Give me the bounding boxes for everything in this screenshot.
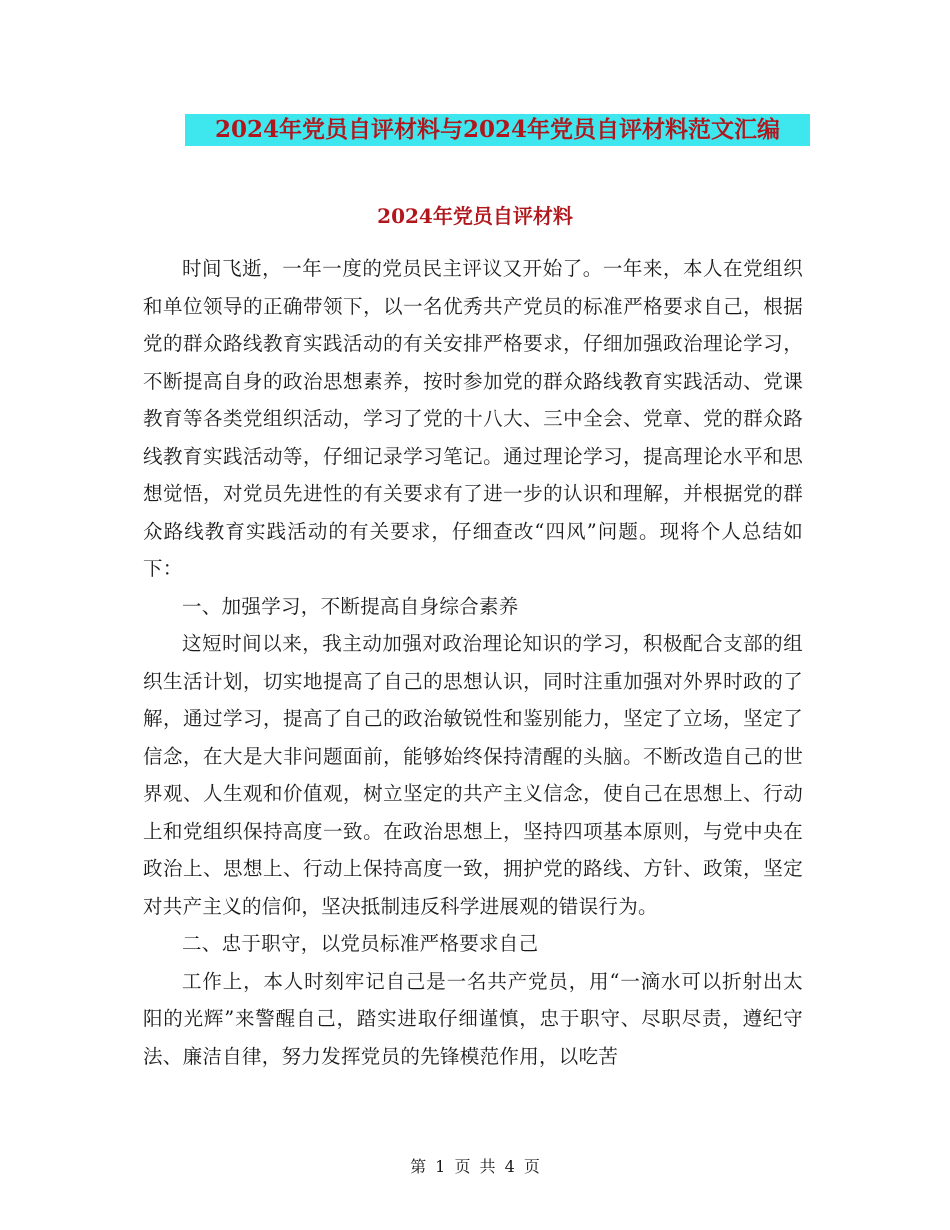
- document-body: [143, 250, 803, 1075]
- body-paragraph: 这短时间以来，我主动加强对政治理论知识的学习，积极配合支部的组织生活计划，切实地提高了自己的思想认识，同时注重加强对外界时政的了解，通过学习，提高了自己的政治敏锐性和鉴别能力，坚定了立场，坚定了信念，在大是大非问题面前，能够始终保持清醒的头脑。不断改造自己的世界观、人生观和价值观，树立坚定的共产主义信念，使自己在思想上、行动上和党组织保持高度一致。在政治思想上，坚持四项基本原则，与党中央在政治上、思想上、行动上保持高度一致，拥护党的路线、方针、政策，坚定对共产主义的信仰，坚决抵制违反科学进展观的错误行为。: [143, 632, 803, 918]
- section-title: 2024年党员自评材料: [377, 204, 573, 228]
- intro-paragraph: 时间飞逝，一年一度的党员民主评议又开始了。一年来，本人在党组织和单位领导的正确带领下，以一名优秀共产党员的标准严格要求自己，根据党的群众路线教育实践活动的有关安排严格要求，仔细加强政治理论学习，不断提高自身的政治思想素养，按时参加党的群众路线教育实践活动、党课教育等各类党组织活动，学习了党的十八大、三中全会、党章、党的群众路线教育实践活动等，仔细记录学习笔记。通过理论学习，提高理论水平和思想觉悟，对党员先进性的有关要求有了进一步的认识和理解，并根据党的群众路线教育实践活动的有关要求，仔细查改“四风”问题。现将个人总结如下：: [143, 257, 803, 580]
- section-heading-2: 二、忠于职守，以党员标准严格要求自己: [182, 932, 539, 955]
- body-paragraph: 工作上，本人时刻牢记自己是一名共产党员，用“一滴水可以折射出太阳的光辉”来警醒自己，踏实进取仔细谨慎，忠于职守、尽职尽责，遵纪守法、廉洁自律，努力发挥党员的先锋模范作用，以吃苦: [143, 969, 803, 1068]
- document-main-title: 2024年党员自评材料与2024年党员自评材料范文汇编: [185, 114, 810, 146]
- section-heading-1: 一、加强学习，不断提高自身综合素养: [182, 594, 519, 618]
- page-footer: 第 1 页 共 4 页: [410, 1157, 540, 1176]
